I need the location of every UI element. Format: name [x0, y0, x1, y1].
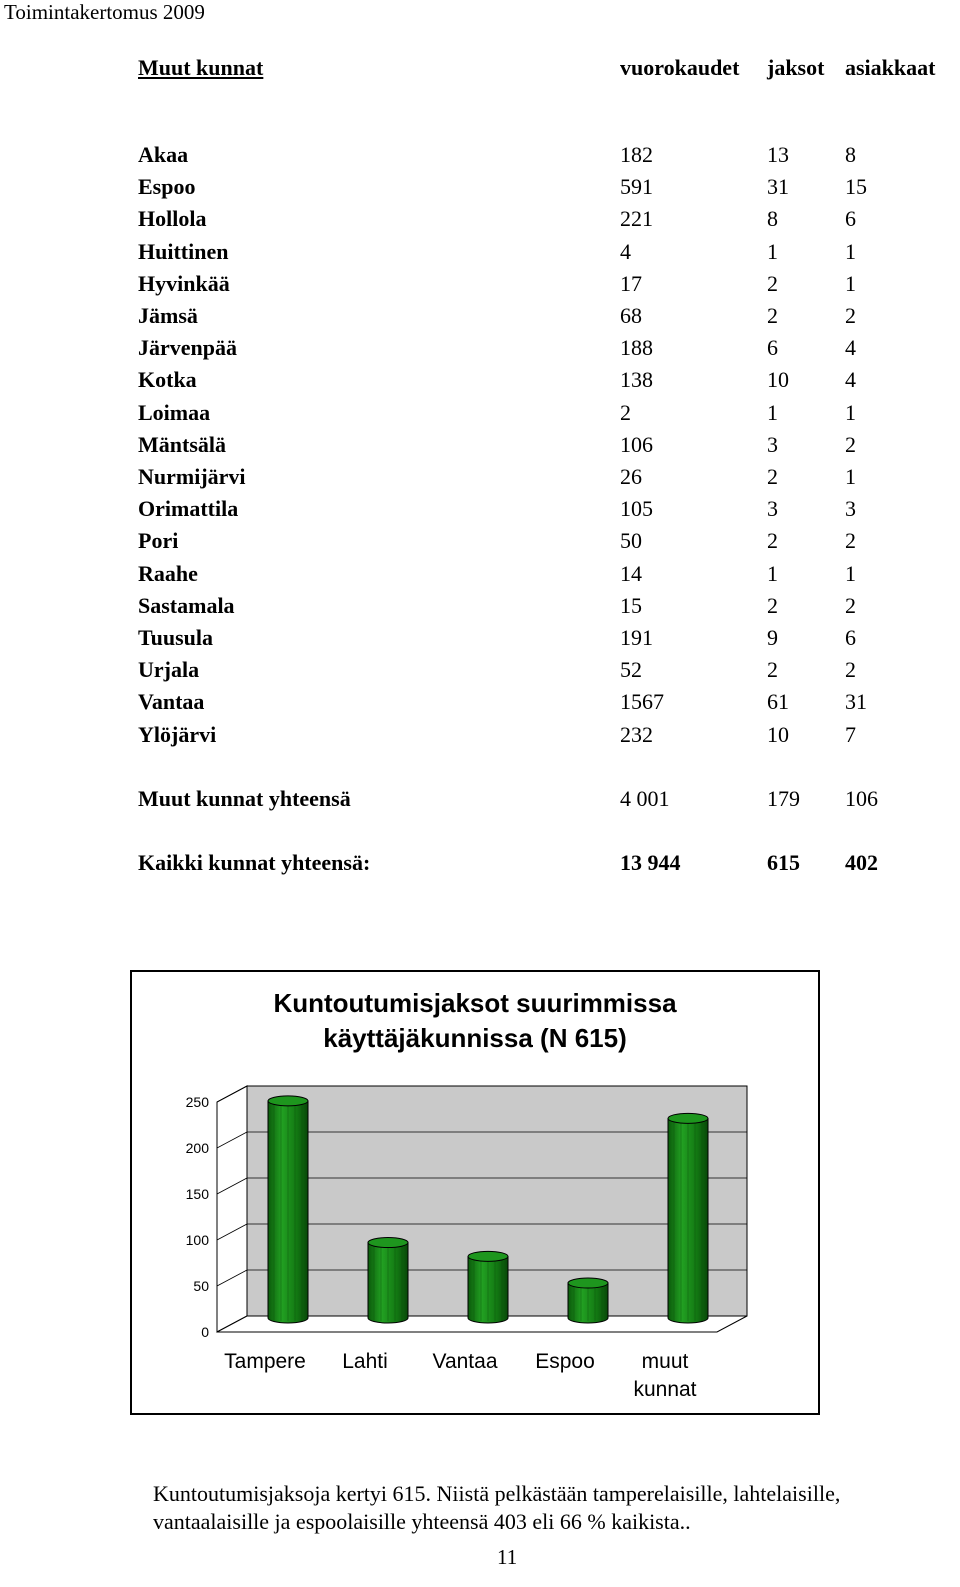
jaksot-value: 3 [767, 496, 778, 522]
jaksot-value: 10 [767, 721, 789, 747]
jaksot-value: 2 [767, 464, 778, 489]
vuorokaudet-value: 1567 [620, 689, 664, 715]
jaksot-value: 2 [767, 270, 778, 296]
asiakkaat-value: 3 [845, 496, 856, 522]
jaksot-value: 2 [767, 657, 778, 683]
jaksot-value: 6 [767, 335, 778, 361]
table-row [0, 689, 960, 719]
chart-title-line-1: Kuntoutumisjaksot suurimmissa [273, 988, 677, 1018]
total-asiakkaat: 402 [845, 850, 878, 875]
bar-top-1 [368, 1238, 408, 1248]
chart-title-line-2: käyttäjäkunnissa (N 615) [323, 1023, 627, 1053]
municipality-name: Sastamala [138, 592, 235, 618]
column-header-jaksot: jaksot [767, 55, 825, 80]
table-row [0, 593, 960, 623]
jaksot-value: 8 [767, 206, 778, 232]
total-vuorokaudet: 13 944 [620, 850, 681, 875]
municipality-name: Kotka [138, 367, 197, 393]
vuorokaudet-value: 4 [620, 238, 631, 264]
total-row [0, 850, 960, 880]
y-tick-label: 200 [185, 1140, 209, 1156]
chart-side-wall [217, 1086, 247, 1332]
vuorokaudet-value: 52 [620, 657, 642, 683]
bar-top-2 [468, 1251, 508, 1261]
vuorokaudet-value: 191 [620, 625, 653, 650]
table-row [0, 722, 960, 752]
vuorokaudet-value: 591 [620, 174, 653, 200]
vuorokaudet-value: 15 [620, 592, 642, 618]
total-label: Kaikki kunnat yhteensä: [138, 850, 371, 875]
asiakkaat-value: 1 [845, 560, 856, 586]
x-category-label: muut [641, 1350, 689, 1373]
subtotal-asiakkaat: 106 [845, 786, 878, 811]
bar-top-3 [568, 1278, 608, 1288]
asiakkaat-value: 6 [845, 206, 856, 232]
y-tick-label: 100 [185, 1232, 209, 1248]
municipality-name: Espoo [138, 174, 196, 200]
footer-line-1: Kuntoutumisjaksoja kertyi 615. Niistä pelkästään tamperelaisille, lahtelaisille, [153, 1481, 841, 1506]
table-row [0, 335, 960, 365]
table-row [0, 464, 960, 494]
jaksot-value: 2 [767, 592, 778, 618]
asiakkaat-value: 6 [845, 625, 856, 650]
vuorokaudet-value: 105 [620, 496, 653, 522]
municipality-name: Loimaa [138, 399, 211, 425]
bar-top-0 [268, 1096, 308, 1106]
jaksot-value: 1 [767, 238, 778, 264]
table-row [0, 239, 960, 269]
vuorokaudet-value: 68 [620, 303, 642, 328]
asiakkaat-value: 1 [845, 464, 856, 489]
asiakkaat-value: 4 [845, 335, 856, 361]
municipality-name: Nurmijärvi [138, 464, 246, 489]
vuorokaudet-value: 221 [620, 206, 653, 232]
vuorokaudet-value: 14 [620, 560, 642, 586]
total-jaksot: 615 [767, 850, 800, 875]
subtotal-vuorokaudet: 4 001 [620, 786, 670, 811]
jaksot-value: 1 [767, 560, 778, 586]
asiakkaat-value: 31 [845, 689, 867, 715]
bar-top-4 [668, 1113, 708, 1123]
x-category-label: Tampere [224, 1350, 306, 1373]
jaksot-value: 9 [767, 625, 778, 650]
subtotal-row [0, 786, 960, 816]
table-row [0, 174, 960, 204]
table-row [0, 400, 960, 430]
vuorokaudet-value: 2 [620, 399, 631, 425]
table-row [0, 496, 960, 526]
asiakkaat-value: 1 [845, 399, 856, 425]
asiakkaat-value: 4 [845, 367, 856, 393]
asiakkaat-value: 2 [845, 592, 856, 618]
jaksot-value: 2 [767, 528, 778, 554]
jaksot-value: 61 [767, 689, 789, 715]
jaksot-value: 13 [767, 142, 789, 167]
jaksot-value: 3 [767, 431, 778, 457]
asiakkaat-value: 7 [845, 721, 856, 747]
jaksot-value: 1 [767, 399, 778, 425]
asiakkaat-value: 1 [845, 270, 856, 296]
table-row [0, 271, 960, 301]
municipality-name: Mäntsälä [138, 431, 226, 457]
municipality-name: Tuusula [138, 625, 214, 650]
y-tick-label: 50 [193, 1278, 209, 1294]
subtotal-label: Muut kunnat yhteensä [138, 786, 351, 811]
table-row [0, 528, 960, 558]
vuorokaudet-value: 106 [620, 431, 653, 457]
municipality-name: Järvenpää [138, 335, 237, 361]
vuorokaudet-value: 17 [620, 270, 642, 296]
municipality-name: Orimattila [138, 496, 239, 522]
municipality-name: Raahe [138, 560, 198, 586]
x-category-label: Espoo [535, 1350, 595, 1373]
municipality-name: Hollola [138, 206, 207, 232]
y-tick-label: 250 [185, 1094, 209, 1110]
table-row [0, 432, 960, 462]
asiakkaat-value: 1 [845, 238, 856, 264]
asiakkaat-value: 2 [845, 431, 856, 457]
asiakkaat-value: 2 [845, 303, 856, 328]
vuorokaudet-value: 182 [620, 142, 653, 167]
municipality-name: Hyvinkää [138, 270, 230, 296]
table-row [0, 657, 960, 687]
bar-chart [132, 972, 818, 1413]
y-tick-label: 150 [185, 1186, 209, 1202]
table-row [0, 625, 960, 655]
y-tick-label: 0 [201, 1324, 209, 1340]
asiakkaat-value: 2 [845, 657, 856, 683]
vuorokaudet-value: 188 [620, 335, 653, 361]
vuorokaudet-value: 50 [620, 528, 642, 554]
vuorokaudet-value: 26 [620, 464, 642, 489]
subtotal-jaksot: 179 [767, 786, 800, 811]
table-row [0, 206, 960, 236]
vuorokaudet-value: 232 [620, 721, 653, 747]
table-row [0, 142, 960, 172]
jaksot-value: 2 [767, 303, 778, 328]
document-header: Toimintakertomus 2009 [4, 0, 205, 24]
table-row [0, 561, 960, 591]
municipality-name: Ylöjärvi [138, 721, 217, 747]
x-category-label: kunnat [633, 1378, 697, 1401]
column-header-asiakkaat: asiakkaat [845, 55, 936, 80]
vuorokaudet-value: 138 [620, 367, 653, 393]
column-header-vuorokaudet: vuorokaudet [620, 55, 740, 80]
municipality-name: Jämsä [138, 303, 198, 328]
table-row [0, 367, 960, 397]
jaksot-value: 10 [767, 367, 789, 393]
table-row [0, 303, 960, 333]
municipality-name: Vantaa [138, 689, 205, 715]
municipality-name: Huittinen [138, 238, 229, 264]
municipality-name: Pori [138, 528, 179, 554]
asiakkaat-value: 2 [845, 528, 856, 554]
municipality-name: Akaa [138, 142, 189, 167]
chart-frame [130, 970, 820, 1415]
jaksot-value: 31 [767, 174, 789, 200]
asiakkaat-value: 15 [845, 174, 867, 200]
section-title: Muut kunnat [138, 55, 264, 80]
municipality-name: Urjala [138, 657, 200, 683]
x-category-label: Vantaa [432, 1350, 498, 1373]
x-category-label: Lahti [342, 1350, 388, 1373]
page-number: 11 [497, 1545, 518, 1569]
asiakkaat-value: 8 [845, 142, 856, 167]
footer-line-2: vantaalaisille ja espoolaisille yhteensä 403 eli 66 % kaikista.. [153, 1509, 691, 1534]
